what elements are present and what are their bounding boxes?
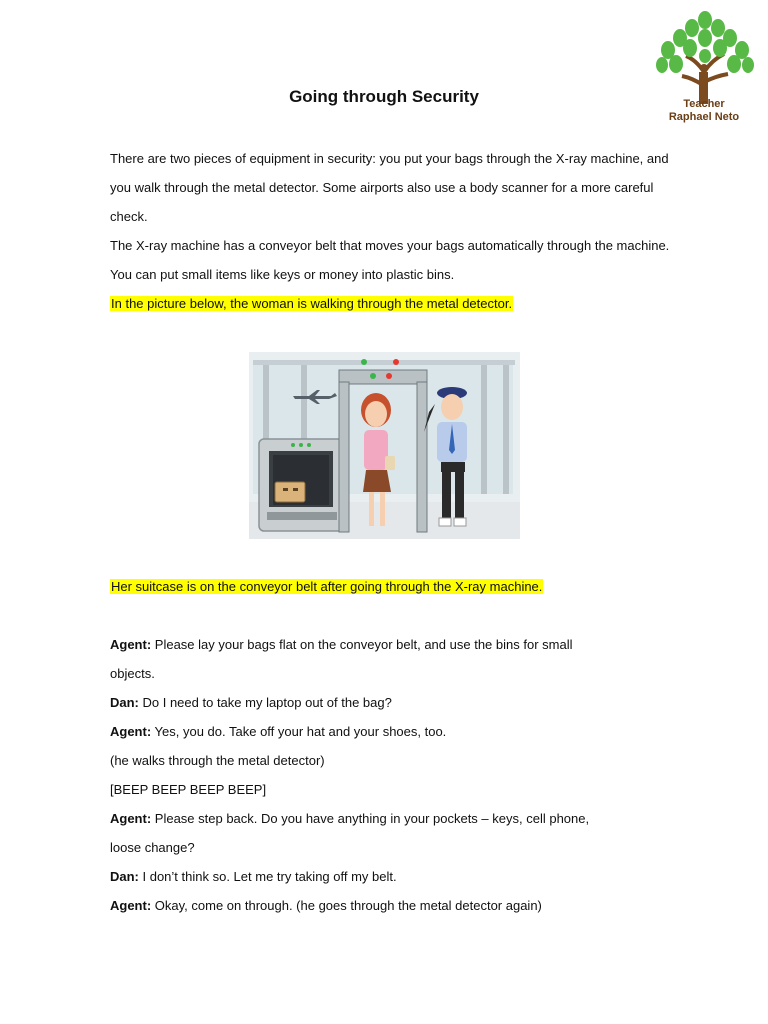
intro-text-1: There are two pieces of equipment in security: you put your bags through the X-ray machine, and you walk through the metal detector. Some airports also use a body scanner for a more careful check. xyxy=(110,151,669,224)
dialogue-line xyxy=(110,637,572,652)
logo-line2: Raphael Neto xyxy=(668,111,740,123)
page-title: Going through Security xyxy=(289,87,479,106)
logo-line1: Teacher xyxy=(683,98,725,110)
dialogue-text: (he walks through the metal detector) xyxy=(110,753,325,768)
dialogue-text: Do I need to take my laptop out of the bag? xyxy=(138,695,392,710)
dialogue-line xyxy=(110,724,446,739)
dialogue-text: Please step back. Do you have anything in your pockets – keys, cell phone, xyxy=(151,811,590,826)
security-illustration xyxy=(249,352,520,539)
speaker-label: Dan: xyxy=(110,869,139,884)
speaker-label: Dan: xyxy=(110,695,139,710)
dialogue-line xyxy=(110,811,589,826)
dialogue-line xyxy=(110,695,392,710)
highlight-line-2 xyxy=(110,579,543,594)
dialogue-text: I don’t think so. Let me try taking off my belt. xyxy=(138,869,397,884)
intro-paragraph xyxy=(110,144,670,318)
speaker-label: Agent: xyxy=(110,637,152,652)
highlight-text-1: In the picture below, the woman is walking through the metal detector. xyxy=(111,296,513,311)
xray-machine xyxy=(259,439,343,531)
dialogue-text: objects. xyxy=(110,666,155,681)
dialogue-line xyxy=(110,840,195,855)
dialogue-text: Please lay your bags flat on the conveyor belt, and use the bins for small xyxy=(151,637,573,652)
dialogue-text: loose change? xyxy=(110,840,195,855)
dialogue-text: Yes, you do. Take off your hat and your shoes, too. xyxy=(151,724,447,739)
dialogue-line xyxy=(110,869,397,884)
speaker-label: Agent: xyxy=(110,811,152,826)
dialogue-text: [BEEP BEEP BEEP BEEP] xyxy=(110,782,267,797)
dialogue-line xyxy=(110,666,155,681)
dialogue-line xyxy=(110,898,542,913)
intro-text-2: The X-ray machine has a conveyor belt that moves your bags automatically through the machine. You can put small items like keys or money into plastic bins. xyxy=(110,238,670,282)
speaker-label: Agent: xyxy=(110,898,152,913)
dialogue-line xyxy=(110,753,325,768)
speaker-label: Agent: xyxy=(110,724,152,739)
highlight-text-2: Her suitcase is on the conveyor belt after going through the X-ray machine. xyxy=(111,579,543,594)
dialogue-line xyxy=(110,782,266,797)
dialogue-text: Okay, come on through. (he goes through the metal detector again) xyxy=(151,898,542,913)
